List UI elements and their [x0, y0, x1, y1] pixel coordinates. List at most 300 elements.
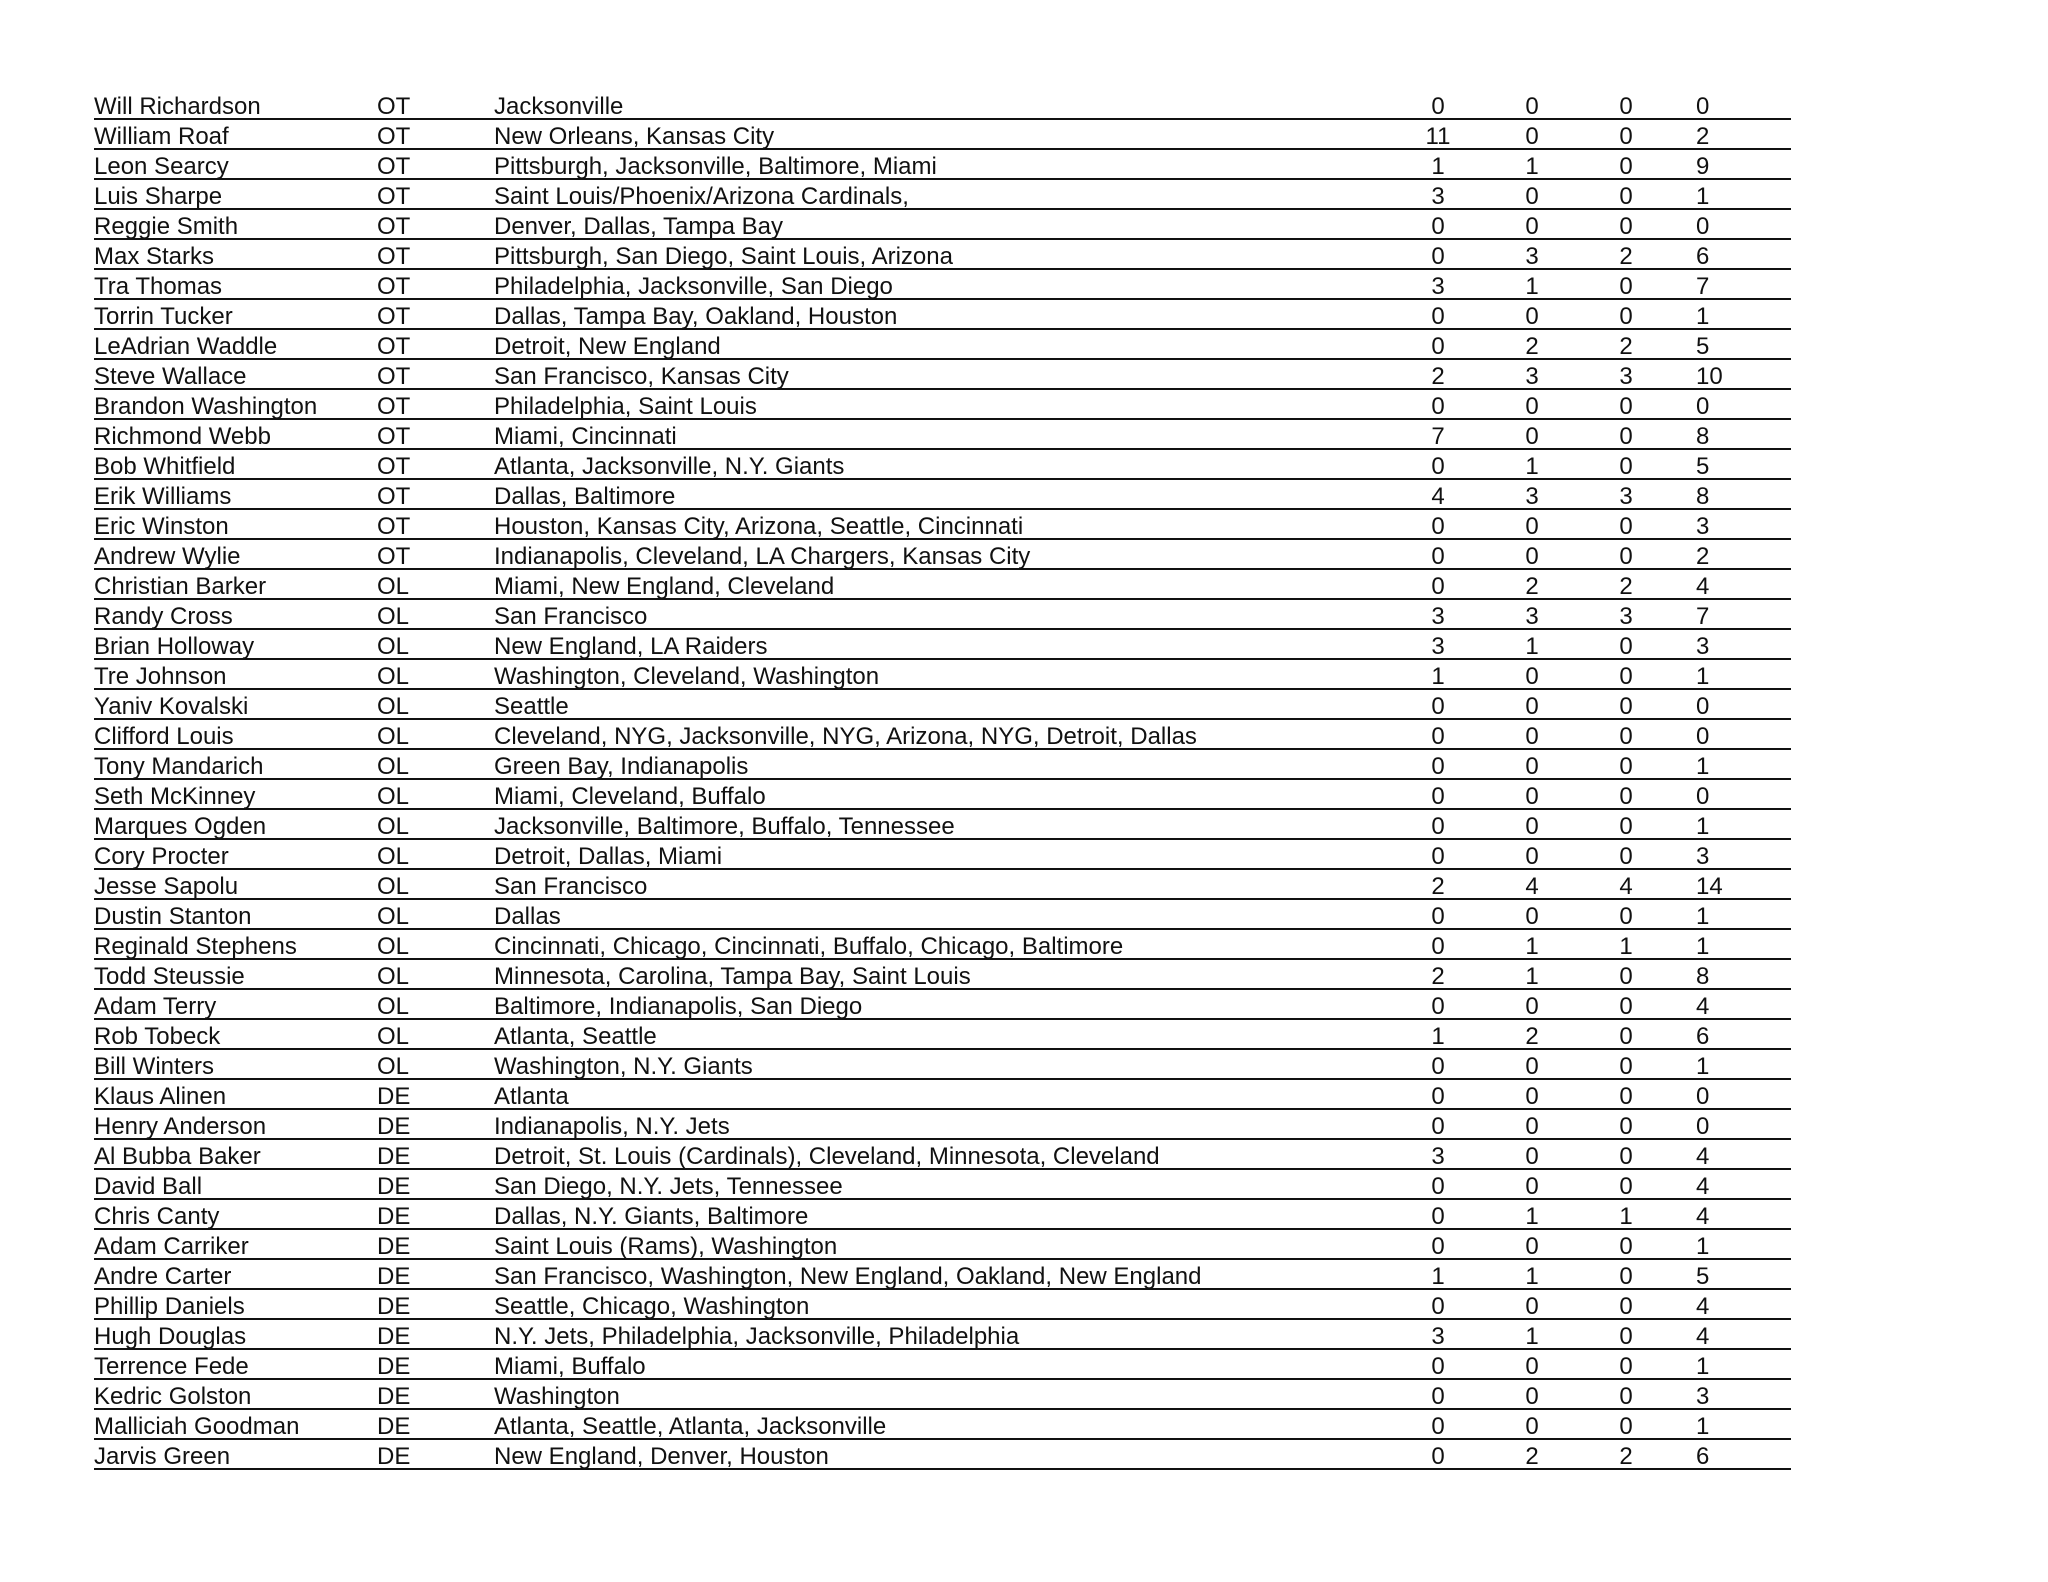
- stat-1: 0: [1431, 1383, 1445, 1410]
- table-row: [94, 120, 1791, 150]
- stat-3: 0: [1619, 783, 1633, 810]
- stat-2: 4: [1525, 873, 1539, 900]
- table-row: [94, 450, 1791, 480]
- stat-3: 0: [1619, 1323, 1633, 1350]
- teams: Indianapolis, N.Y. Jets: [494, 1113, 730, 1140]
- position: OT: [377, 123, 411, 150]
- teams: Cleveland, NYG, Jacksonville, NYG, Arizona, NYG, Detroit, Dallas: [494, 723, 1197, 750]
- position: OT: [377, 93, 411, 120]
- stat-1: 0: [1431, 393, 1445, 420]
- stat-3: 0: [1619, 1143, 1633, 1170]
- stat-2: 1: [1525, 153, 1539, 180]
- table-row: [94, 930, 1791, 960]
- table-row: [94, 690, 1791, 720]
- stat-2: 0: [1525, 1353, 1539, 1380]
- position: OL: [377, 723, 410, 750]
- stat-4: 9: [1696, 153, 1710, 180]
- teams: Baltimore, Indianapolis, San Diego: [494, 993, 863, 1020]
- table-row: [94, 300, 1791, 330]
- stat-4: 1: [1696, 303, 1710, 330]
- stat-4: 1: [1696, 1413, 1710, 1440]
- table-row: [94, 1380, 1791, 1410]
- stat-1: 0: [1431, 1173, 1445, 1200]
- stat-1: 3: [1431, 1323, 1445, 1350]
- stat-2: 0: [1525, 393, 1539, 420]
- player-name: Hugh Douglas: [94, 1323, 247, 1350]
- player-name: Todd Steussie: [94, 963, 245, 990]
- stat-3: 0: [1619, 843, 1633, 870]
- stat-2: 3: [1525, 363, 1539, 390]
- stat-2: 1: [1525, 933, 1539, 960]
- stat-2: 2: [1525, 1443, 1539, 1470]
- stat-3: 0: [1619, 1023, 1633, 1050]
- stat-4: 8: [1696, 423, 1710, 450]
- stat-3: 0: [1619, 1113, 1633, 1140]
- teams: Pittsburgh, San Diego, Saint Louis, Arizona: [494, 243, 953, 270]
- player-name: David Ball: [94, 1173, 203, 1200]
- stat-2: 0: [1525, 1143, 1539, 1170]
- stat-1: 3: [1431, 603, 1445, 630]
- player-name: LeAdrian Waddle: [94, 333, 278, 360]
- position: OT: [377, 273, 411, 300]
- stat-1: 1: [1431, 1023, 1445, 1050]
- stat-1: 0: [1431, 1053, 1445, 1080]
- stat-1: 0: [1431, 243, 1445, 270]
- stat-3: 0: [1619, 183, 1633, 210]
- table-row: [94, 780, 1791, 810]
- position: OT: [377, 363, 411, 390]
- position: DE: [377, 1383, 411, 1410]
- stat-1: 0: [1431, 573, 1445, 600]
- position: OL: [377, 693, 410, 720]
- stat-4: 7: [1696, 603, 1710, 630]
- stat-4: 4: [1696, 1143, 1710, 1170]
- position: DE: [377, 1263, 411, 1290]
- stat-4: 1: [1696, 1353, 1710, 1380]
- stat-2: 0: [1525, 213, 1539, 240]
- stat-2: 0: [1525, 183, 1539, 210]
- position: OL: [377, 1053, 410, 1080]
- player-name: Andre Carter: [94, 1263, 232, 1290]
- position: OL: [377, 603, 410, 630]
- stat-1: 0: [1431, 993, 1445, 1020]
- stat-1: 0: [1431, 303, 1445, 330]
- stat-4: 14: [1696, 873, 1723, 900]
- table-row: [94, 1020, 1791, 1050]
- table-row: [94, 150, 1791, 180]
- teams: Detroit, New England: [494, 333, 721, 360]
- stat-3: 0: [1619, 663, 1633, 690]
- stat-2: 1: [1525, 1323, 1539, 1350]
- table-row: [94, 600, 1791, 630]
- position: DE: [377, 1233, 411, 1260]
- teams: Cincinnati, Chicago, Cincinnati, Buffalo, Chicago, Baltimore: [494, 933, 1124, 960]
- stat-2: 0: [1525, 303, 1539, 330]
- player-name: Bill Winters: [94, 1053, 215, 1080]
- table-row: [94, 570, 1791, 600]
- stat-1: 2: [1431, 963, 1445, 990]
- player-name: Clifford Louis: [94, 723, 234, 750]
- stat-3: 0: [1619, 1293, 1633, 1320]
- stat-2: 0: [1525, 813, 1539, 840]
- table-row: [94, 900, 1791, 930]
- stat-1: 1: [1431, 1263, 1445, 1290]
- position: OL: [377, 663, 410, 690]
- stat-4: 4: [1696, 573, 1710, 600]
- stat-2: 0: [1525, 993, 1539, 1020]
- table-row: [94, 420, 1791, 450]
- stat-4: 6: [1696, 243, 1710, 270]
- stat-1: 1: [1431, 663, 1445, 690]
- player-name: Terrence Fede: [94, 1353, 249, 1380]
- table-row: [94, 480, 1791, 510]
- player-name: Al Bubba Baker: [94, 1143, 261, 1170]
- teams: Atlanta, Seattle: [494, 1023, 657, 1050]
- stat-3: 0: [1619, 123, 1633, 150]
- stat-2: 2: [1525, 1023, 1539, 1050]
- stat-3: 0: [1619, 1083, 1633, 1110]
- stat-3: 0: [1619, 213, 1633, 240]
- stat-4: 0: [1696, 1083, 1710, 1110]
- stat-2: 0: [1525, 663, 1539, 690]
- stat-4: 0: [1696, 1113, 1710, 1140]
- teams: Atlanta, Jacksonville, N.Y. Giants: [494, 453, 845, 480]
- teams: Indianapolis, Cleveland, LA Chargers, Kansas City: [494, 543, 1031, 570]
- teams: Houston, Kansas City, Arizona, Seattle, Cincinnati: [494, 513, 1024, 540]
- table-row: [94, 1260, 1791, 1290]
- stat-4: 4: [1696, 1203, 1710, 1230]
- stat-2: 3: [1525, 483, 1539, 510]
- player-name: Yaniv Kovalski: [94, 693, 249, 720]
- teams: New England, LA Raiders: [494, 633, 768, 660]
- table-row: [94, 1050, 1791, 1080]
- teams: Washington: [494, 1383, 620, 1410]
- teams: Miami, Buffalo: [494, 1353, 646, 1380]
- table-row: [94, 360, 1791, 390]
- position: OL: [377, 1023, 410, 1050]
- stat-3: 3: [1619, 483, 1633, 510]
- stat-1: 7: [1431, 423, 1445, 450]
- stat-3: 0: [1619, 93, 1633, 120]
- stat-2: 3: [1525, 243, 1539, 270]
- position: OL: [377, 783, 410, 810]
- stat-3: 2: [1619, 573, 1633, 600]
- stat-2: 0: [1525, 843, 1539, 870]
- stat-2: 1: [1525, 273, 1539, 300]
- teams: Denver, Dallas, Tampa Bay: [494, 213, 784, 240]
- stat-1: 3: [1431, 633, 1445, 660]
- table-row: [94, 1230, 1791, 1260]
- table-row: [94, 810, 1791, 840]
- position: OT: [377, 453, 411, 480]
- stat-1: 0: [1431, 513, 1445, 540]
- player-name: Tony Mandarich: [94, 753, 264, 780]
- stat-3: 0: [1619, 1413, 1633, 1440]
- stat-4: 1: [1696, 933, 1710, 960]
- stat-2: 0: [1525, 543, 1539, 570]
- teams: Detroit, St. Louis (Cardinals), Cleveland, Minnesota, Cleveland: [494, 1143, 1160, 1170]
- position: OT: [377, 393, 411, 420]
- stat-4: 4: [1696, 1293, 1710, 1320]
- stat-4: 7: [1696, 273, 1710, 300]
- stat-4: 0: [1696, 213, 1710, 240]
- stat-3: 2: [1619, 333, 1633, 360]
- stat-3: 0: [1619, 1263, 1633, 1290]
- stat-2: 1: [1525, 1203, 1539, 1230]
- player-name: Bob Whitfield: [94, 453, 236, 480]
- player-name: Eric Winston: [94, 513, 229, 540]
- stat-4: 1: [1696, 1053, 1710, 1080]
- teams: New Orleans, Kansas City: [494, 123, 775, 150]
- teams: Washington, N.Y. Giants: [494, 1053, 753, 1080]
- position: DE: [377, 1203, 411, 1230]
- player-name: Max Starks: [94, 243, 215, 270]
- teams: Miami, Cincinnati: [494, 423, 677, 450]
- stat-3: 0: [1619, 993, 1633, 1020]
- stat-2: 0: [1525, 123, 1539, 150]
- stat-3: 0: [1619, 513, 1633, 540]
- table-row: [94, 510, 1791, 540]
- stat-4: 6: [1696, 1443, 1710, 1470]
- stat-2: 0: [1525, 783, 1539, 810]
- stat-1: 0: [1431, 1203, 1445, 1230]
- teams: Miami, Cleveland, Buffalo: [494, 783, 766, 810]
- stat-3: 0: [1619, 753, 1633, 780]
- player-name: Randy Cross: [94, 603, 233, 630]
- stat-1: 0: [1431, 903, 1445, 930]
- stat-4: 1: [1696, 1233, 1710, 1260]
- player-name: Malliciah Goodman: [94, 1413, 300, 1440]
- stat-1: 11: [1425, 123, 1451, 150]
- stat-3: 0: [1619, 1353, 1633, 1380]
- stat-4: 2: [1696, 543, 1710, 570]
- position: OL: [377, 963, 410, 990]
- stat-4: 4: [1696, 993, 1710, 1020]
- table-row: [94, 840, 1791, 870]
- stat-2: 1: [1525, 963, 1539, 990]
- stat-1: 0: [1431, 1443, 1445, 1470]
- stat-2: 0: [1525, 1233, 1539, 1260]
- position: DE: [377, 1143, 411, 1170]
- stat-2: 0: [1525, 753, 1539, 780]
- stat-3: 2: [1619, 1443, 1633, 1470]
- stat-4: 1: [1696, 183, 1710, 210]
- player-name: Jesse Sapolu: [94, 873, 239, 900]
- stat-2: 0: [1525, 93, 1539, 120]
- teams: Dallas, Tampa Bay, Oakland, Houston: [494, 303, 898, 330]
- stat-4: 0: [1696, 723, 1710, 750]
- stat-3: 1: [1619, 1203, 1633, 1230]
- teams: Green Bay, Indianapolis: [494, 753, 749, 780]
- stat-1: 3: [1431, 1143, 1445, 1170]
- player-name: Richmond Webb: [94, 423, 271, 450]
- player-name: William Roaf: [94, 123, 229, 150]
- position: OT: [377, 243, 411, 270]
- table-row: [94, 1200, 1791, 1230]
- teams: Pittsburgh, Jacksonville, Baltimore, Miami: [494, 153, 937, 180]
- stat-4: 4: [1696, 1323, 1710, 1350]
- position: OL: [377, 873, 410, 900]
- stat-3: 0: [1619, 423, 1633, 450]
- stat-1: 4: [1431, 483, 1445, 510]
- stat-2: 2: [1525, 573, 1539, 600]
- teams: Seattle: [494, 693, 569, 720]
- player-name: Steve Wallace: [94, 363, 247, 390]
- position: OL: [377, 933, 410, 960]
- player-name: Leon Searcy: [94, 153, 229, 180]
- teams: New England, Denver, Houston: [494, 1443, 829, 1470]
- stat-2: 0: [1525, 1083, 1539, 1110]
- teams: Philadelphia, Jacksonville, San Diego: [494, 273, 893, 300]
- player-name: Brian Holloway: [94, 633, 255, 660]
- stat-2: 0: [1525, 1053, 1539, 1080]
- stat-4: 1: [1696, 753, 1710, 780]
- player-name: Chris Canty: [94, 1203, 220, 1230]
- player-name: Henry Anderson: [94, 1113, 267, 1140]
- stat-1: 0: [1431, 213, 1445, 240]
- position: OL: [377, 633, 410, 660]
- player-name: Tra Thomas: [94, 273, 223, 300]
- stat-2: 0: [1525, 693, 1539, 720]
- stat-4: 5: [1696, 1263, 1710, 1290]
- player-name: Kedric Golston: [94, 1383, 252, 1410]
- teams: Jacksonville: [494, 93, 624, 120]
- stat-4: 8: [1696, 483, 1710, 510]
- stat-1: 2: [1431, 873, 1445, 900]
- stat-1: 0: [1431, 753, 1445, 780]
- position: OL: [377, 993, 410, 1020]
- teams: San Francisco, Kansas City: [494, 363, 789, 390]
- teams: Dallas: [494, 903, 561, 930]
- position: OT: [377, 303, 411, 330]
- stat-4: 5: [1696, 333, 1710, 360]
- player-name: Seth McKinney: [94, 783, 256, 810]
- player-name: Klaus Alinen: [94, 1083, 227, 1110]
- player-name: Marques Ogden: [94, 813, 267, 840]
- table-row: [94, 1410, 1791, 1440]
- stat-3: 0: [1619, 303, 1633, 330]
- teams: N.Y. Jets, Philadelphia, Jacksonville, Philadelphia: [494, 1323, 1020, 1350]
- player-name: Jarvis Green: [94, 1443, 231, 1470]
- player-name: Adam Carriker: [94, 1233, 249, 1260]
- table-row: [94, 960, 1791, 990]
- stat-1: 0: [1431, 693, 1445, 720]
- position: OL: [377, 813, 410, 840]
- stat-2: 0: [1525, 513, 1539, 540]
- position: OT: [377, 333, 411, 360]
- table-row: [94, 720, 1791, 750]
- player-name: Adam Terry: [94, 993, 217, 1020]
- position: DE: [377, 1083, 411, 1110]
- teams: Jacksonville, Baltimore, Buffalo, Tennessee: [494, 813, 955, 840]
- stat-2: 0: [1525, 1383, 1539, 1410]
- teams: Miami, New England, Cleveland: [494, 573, 835, 600]
- stat-2: 1: [1525, 453, 1539, 480]
- teams: Atlanta: [494, 1083, 569, 1110]
- stat-3: 0: [1619, 813, 1633, 840]
- table-row: [94, 1140, 1791, 1170]
- stat-3: 0: [1619, 543, 1633, 570]
- stat-3: 0: [1619, 903, 1633, 930]
- teams: Minnesota, Carolina, Tampa Bay, Saint Louis: [494, 963, 971, 990]
- stat-3: 0: [1619, 273, 1633, 300]
- position: DE: [377, 1293, 411, 1320]
- position: DE: [377, 1113, 411, 1140]
- stat-4: 3: [1696, 633, 1710, 660]
- table-row: [94, 390, 1791, 420]
- table-row: [94, 750, 1791, 780]
- player-name: Brandon Washington: [94, 393, 318, 420]
- position: DE: [377, 1443, 411, 1470]
- stat-2: 1: [1525, 1263, 1539, 1290]
- stat-4: 6: [1696, 1023, 1710, 1050]
- stat-1: 0: [1431, 813, 1445, 840]
- position: DE: [377, 1323, 411, 1350]
- player-name: Reginald Stephens: [94, 933, 297, 960]
- table-row: [94, 1170, 1791, 1200]
- stat-3: 0: [1619, 633, 1633, 660]
- table-row: [94, 240, 1791, 270]
- stat-2: 0: [1525, 423, 1539, 450]
- stat-3: 0: [1619, 1383, 1633, 1410]
- position: OL: [377, 843, 410, 870]
- stat-4: 8: [1696, 963, 1710, 990]
- teams: Dallas, N.Y. Giants, Baltimore: [494, 1203, 809, 1230]
- stat-4: 4: [1696, 1173, 1710, 1200]
- table-row: [94, 1110, 1791, 1140]
- stat-1: 0: [1431, 783, 1445, 810]
- teams: Detroit, Dallas, Miami: [494, 843, 723, 870]
- teams: San Francisco: [494, 873, 648, 900]
- player-name: Cory Procter: [94, 843, 229, 870]
- stat-1: 2: [1431, 363, 1445, 390]
- position: OT: [377, 183, 411, 210]
- table-row: [94, 630, 1791, 660]
- position: DE: [377, 1173, 411, 1200]
- table-row: [94, 330, 1791, 360]
- stat-1: 0: [1431, 1413, 1445, 1440]
- stat-4: 0: [1696, 393, 1710, 420]
- position: OT: [377, 153, 411, 180]
- teams: San Diego, N.Y. Jets, Tennessee: [494, 1173, 843, 1200]
- stat-4: 1: [1696, 813, 1710, 840]
- teams: San Francisco: [494, 603, 648, 630]
- teams: Saint Louis (Rams), Washington: [494, 1233, 838, 1260]
- table-row: [94, 870, 1791, 900]
- player-table: [94, 90, 1791, 1470]
- stat-1: 0: [1431, 723, 1445, 750]
- stat-4: 10: [1696, 363, 1723, 390]
- teams: Seattle, Chicago, Washington: [494, 1293, 810, 1320]
- stat-3: 0: [1619, 153, 1633, 180]
- position: OT: [377, 543, 411, 570]
- stat-1: 0: [1431, 1113, 1445, 1140]
- stat-2: 0: [1525, 723, 1539, 750]
- stat-3: 0: [1619, 1053, 1633, 1080]
- teams: San Francisco, Washington, New England, Oakland, New England: [494, 1263, 1202, 1290]
- position: OL: [377, 903, 410, 930]
- teams: Saint Louis/Phoenix/Arizona Cardinals,: [494, 183, 909, 210]
- stat-3: 2: [1619, 243, 1633, 270]
- stat-3: 1: [1619, 933, 1633, 960]
- stat-1: 1: [1431, 153, 1445, 180]
- player-name: Will Richardson: [94, 93, 261, 120]
- stat-4: 1: [1696, 903, 1710, 930]
- stat-1: 3: [1431, 183, 1445, 210]
- stat-2: 0: [1525, 1173, 1539, 1200]
- player-name: Rob Tobeck: [94, 1023, 221, 1050]
- teams: Philadelphia, Saint Louis: [494, 393, 757, 420]
